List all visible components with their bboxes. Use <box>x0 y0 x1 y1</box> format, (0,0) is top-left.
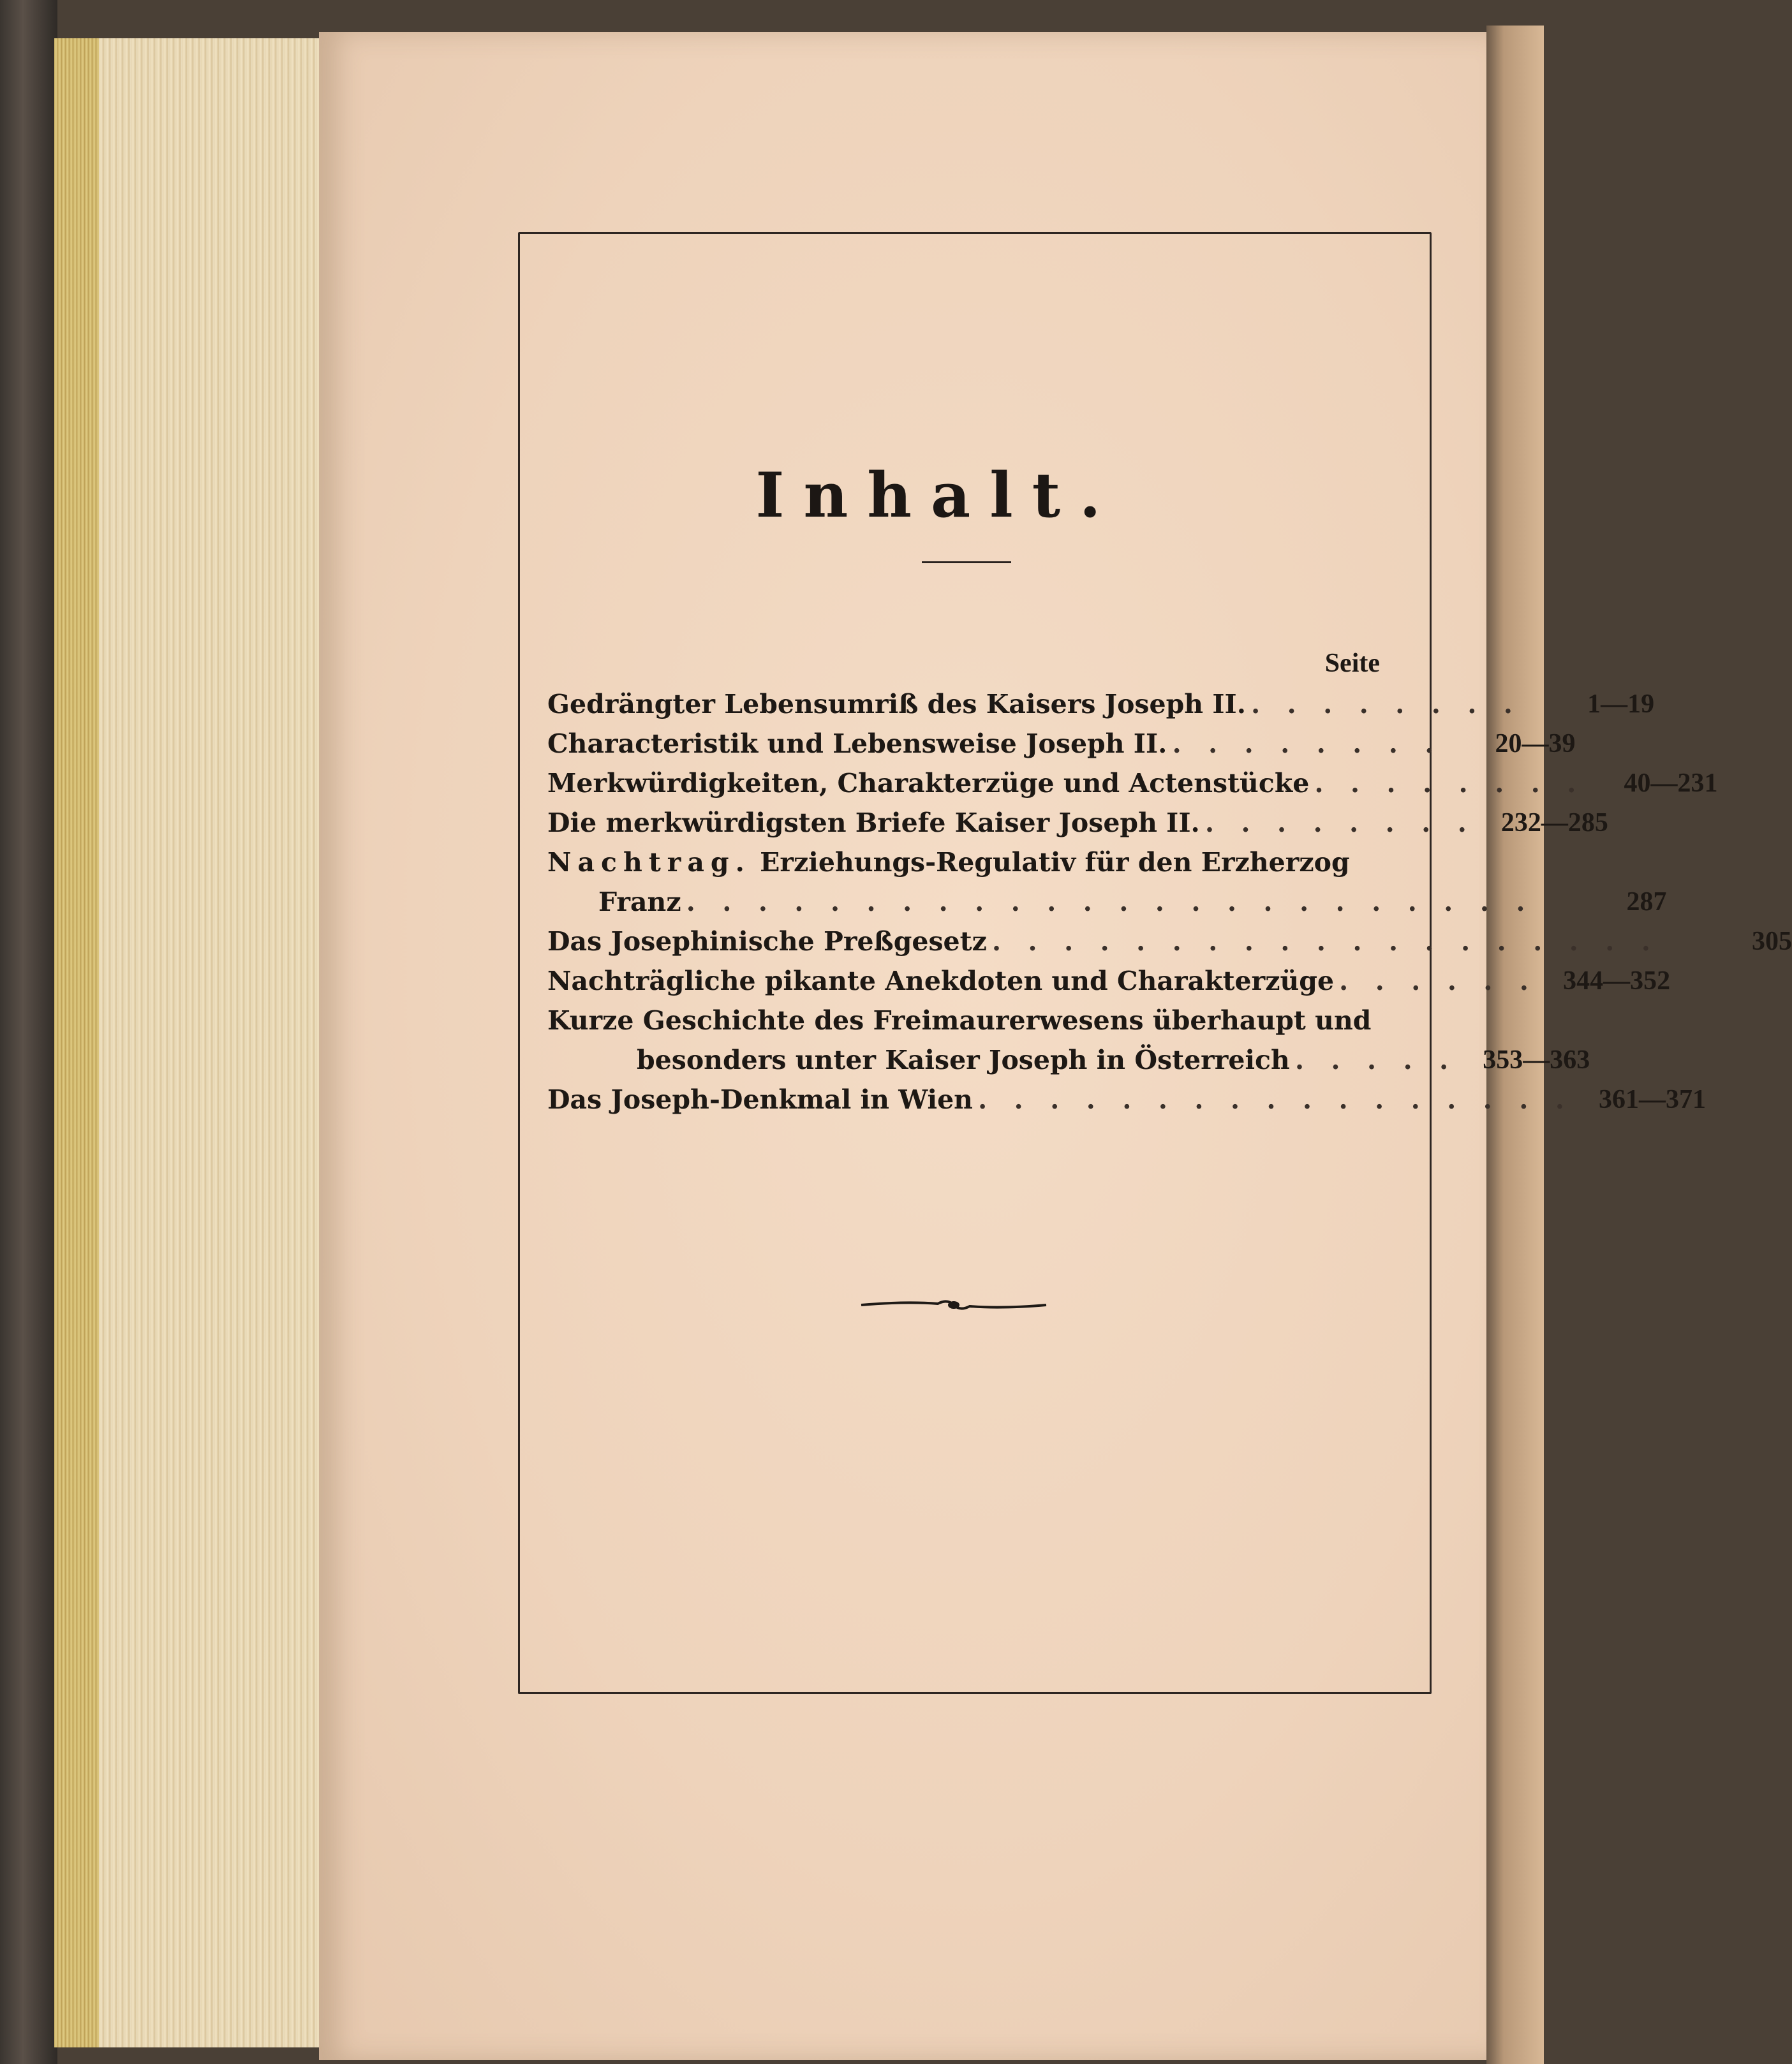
toc-entry-continuation <box>547 1040 1590 1079</box>
toc-entry-title-continued: besonders unter Kaiser Joseph in Österreich <box>637 1045 1290 1075</box>
toc-entry-title: Kurze Geschichte des Freimaurerwesens überhaupt und <box>547 1005 1372 1036</box>
toc-entry-pages: 287 <box>1626 887 1667 917</box>
toc-entry-title: Gedrängter Lebensumriß des Kaisers Joseph II. <box>547 689 1246 719</box>
page-column-header: Seite <box>1324 649 1380 678</box>
table-of-contents <box>547 644 1792 1119</box>
book-cover-edge <box>0 0 57 2064</box>
toc-entry-title: Nachträgliche pikante Anekdoten und Charakterzüge <box>547 966 1335 996</box>
leader-dots: . . . . . . . . . . . . . . . . . <box>978 1084 1574 1115</box>
toc-entry-continuation <box>547 881 1667 921</box>
book-page-edges <box>54 38 348 2047</box>
toc-entry <box>547 763 1718 802</box>
toc-entry-title-continued: Franz <box>598 887 681 917</box>
toc-entry-pages: 353—363 <box>1483 1045 1590 1075</box>
toc-entry <box>547 961 1671 1000</box>
toc-entry <box>547 921 1792 961</box>
toc-entry-title: Die merkwürdigsten Briefe Kaiser Joseph II. <box>547 807 1200 838</box>
toc-entry-title: Characteristik und Lebensweise Joseph II. <box>547 728 1167 759</box>
toc-entry-title: Das Joseph-Denkmal in Wien <box>547 1084 973 1115</box>
leader-dots: . . . . . . <box>1339 966 1538 996</box>
leader-dots: . . . . . . . . <box>1250 689 1522 719</box>
toc-entry <box>547 684 1655 723</box>
toc-entry-pages: 20—39 <box>1495 729 1576 758</box>
toc-entry-pages: 40—231 <box>1624 769 1718 798</box>
page-title: Inhalt. <box>755 459 1120 531</box>
decorative-ornament <box>861 1292 1046 1318</box>
toc-entry <box>547 1000 1380 1040</box>
toc-entry-pages: 305 <box>1752 927 1792 956</box>
gilt-edge <box>54 38 99 2047</box>
leader-dots: . . . . . . . . <box>1172 728 1443 759</box>
toc-entry-pages: 361—371 <box>1599 1085 1707 1114</box>
leader-dots: . . . . . . . . <box>1314 768 1585 799</box>
toc-entry-pages: 344—352 <box>1563 966 1671 996</box>
toc-entry-title: Merkwürdigkeiten, Charakterzüge und Actenstücke <box>547 768 1310 799</box>
toc-entry <box>547 842 1380 881</box>
toc-entry <box>547 723 1576 763</box>
toc-entry-title: Erziehungs-Regulativ für den Erzherzog <box>760 847 1350 878</box>
toc-entry <box>547 802 1608 842</box>
toc-entry-title: Das Josephinische Preßgesetz <box>547 926 987 957</box>
leader-dots: . . . . . . . . . . . . . . . . . . . <box>991 926 1659 957</box>
title-underline <box>922 561 1011 563</box>
leader-dots: . . . . . <box>1294 1045 1458 1075</box>
toc-entry <box>547 1079 1707 1119</box>
toc-entry-lead: Nachtrag. <box>547 847 751 878</box>
leader-dots: . . . . . . . . <box>1204 807 1476 838</box>
toc-entry-pages: 232—285 <box>1500 808 1608 837</box>
leader-dots: . . . . . . . . . . . . . . . . . . . . . . . . <box>686 887 1534 917</box>
toc-entry-pages: 1—19 <box>1587 689 1655 719</box>
